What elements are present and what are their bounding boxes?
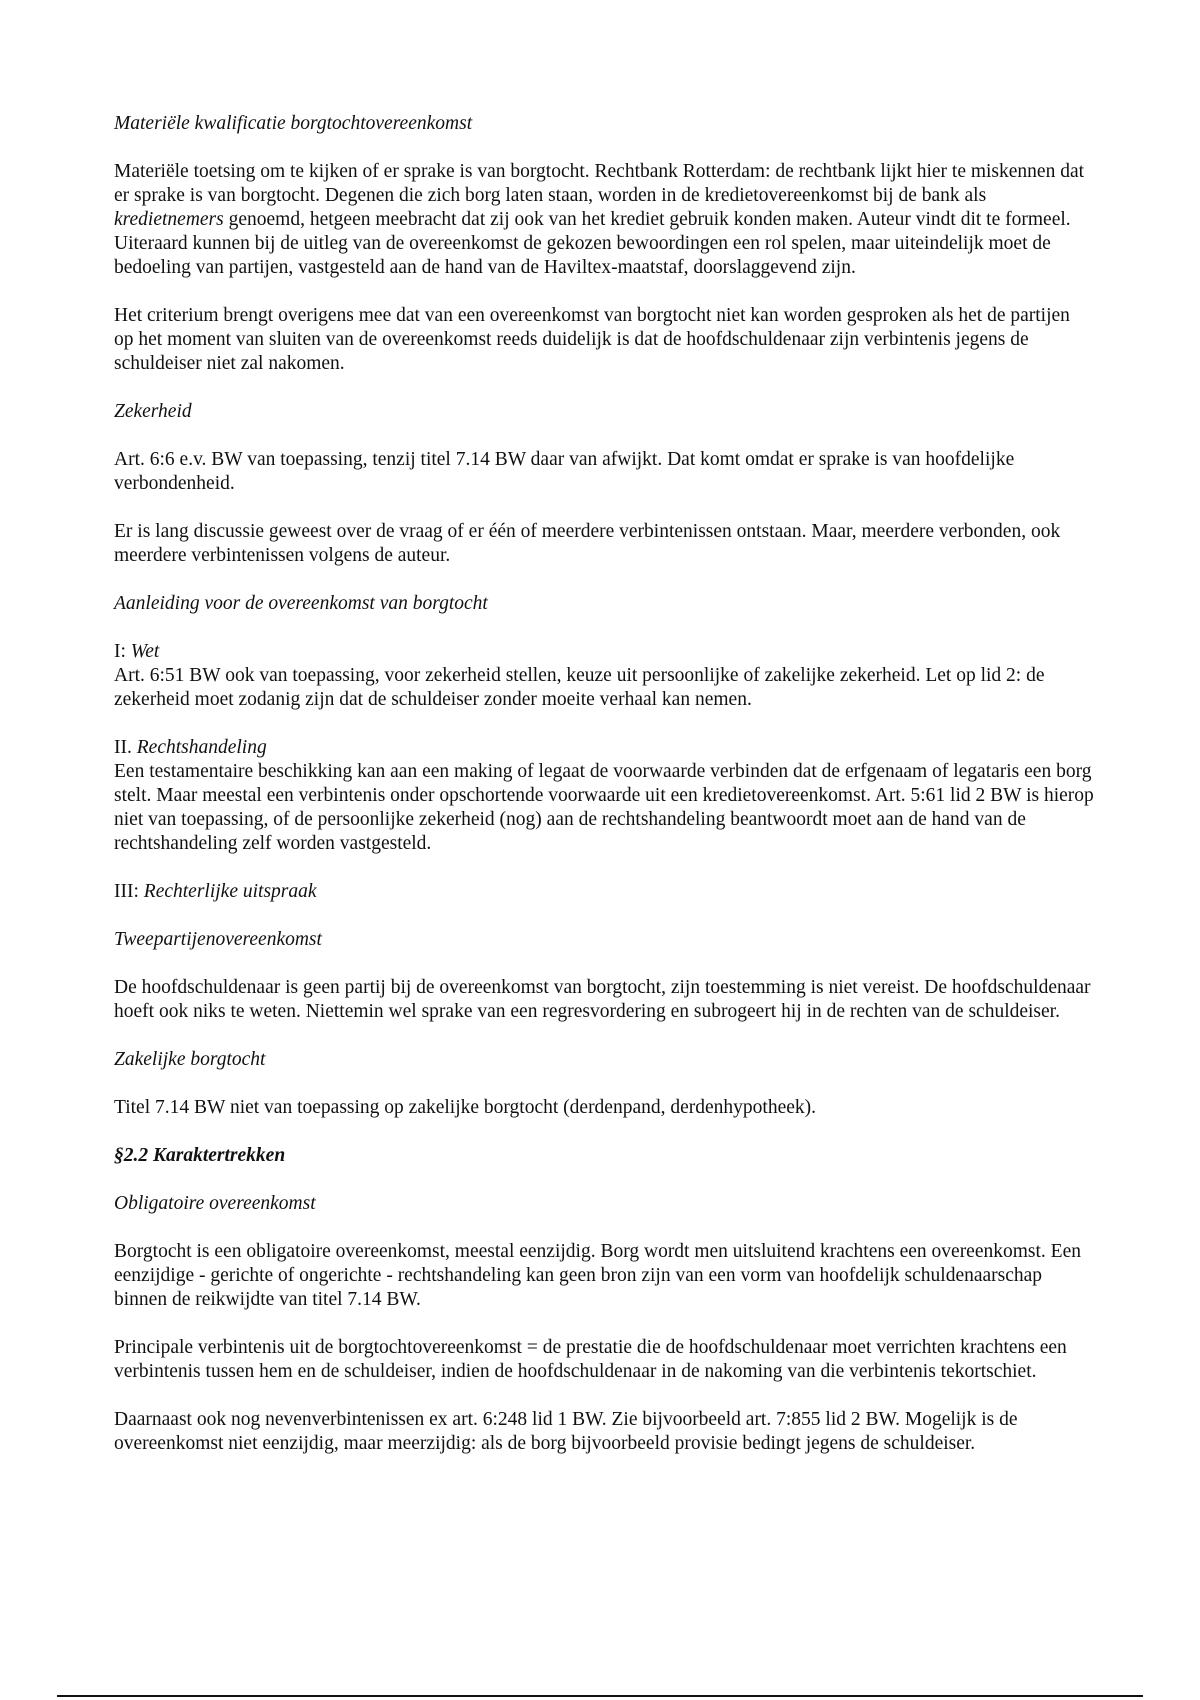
subheading-label: Rechtshandeling — [136, 737, 267, 758]
section-heading-obligatoire: Obligatoire overeenkomst — [114, 1193, 316, 1214]
section-heading-materiele: Materiële kwalificatie borgtochtovereenkomst — [114, 113, 473, 134]
section-heading-zekerheid: Zekerheid — [114, 401, 192, 422]
numeral: II. — [114, 737, 137, 758]
numeral: III: — [114, 881, 144, 902]
section-heading-zakelijke: Zakelijke borgtocht — [114, 1049, 266, 1070]
subheading-label: Wet — [130, 641, 160, 662]
text-run: genoemd, hetgeen meebracht dat zij ook van het krediet gebruik konden maken. Auteur vindt dit te formeel. Uiteraard kunnen bij de uitleg van de overeenkomst de gekozen bewoordingen een rol spelen, maar uiteindelijk moet de bedoeling van partijen, vastgesteld aan de hand van de Haviltex-maatstaf, doorslaggevend zijn. — [114, 209, 1071, 278]
paragraph: Een testamentaire beschikking kan aan een making of legaat de voorwaarde verbinden dat de erfgenaam of legataris een borg stelt. Maar meestal een verbintenis onder opschortende voorwaarde uit een kredietovereenkomst. Art. 5:61 lid 2 BW is hierop niet van toepassing, of de persoonlijke zekerheid (nog) aan de rechtshandeling beantwoordt moet aan de hand van de rechtshandeling zelf worden vastgesteld. — [114, 761, 1094, 854]
footer-divider — [57, 1695, 1143, 1697]
section-heading-aanleiding: Aanleiding voor de overeenkomst van borgtocht — [114, 593, 488, 614]
subheading-label: Rechterlijke uitspraak — [143, 881, 317, 902]
paragraph: Het criterium brengt overigens mee dat van een overeenkomst van borgtocht niet kan worden gesproken als het de partijen op het moment van sluiten van de overeenkomst reeds duidelijk is dat de hoofdschuldenaar zijn verbintenis jegens de schuldeiser niet zal nakomen. — [114, 305, 1070, 374]
subheading-rechtshandeling — [114, 736, 1094, 760]
paragraph: Art. 6:6 e.v. BW van toepassing, tenzij titel 7.14 BW daar van afwijkt. Dat komt omdat er sprake is van hoofdelijke verbondenheid. — [114, 449, 1015, 494]
subheading-rechterlijke-uitspraak — [114, 880, 1094, 904]
subheading-wet — [114, 640, 1094, 664]
paragraph: De hoofdschuldenaar is geen partij bij de overeenkomst van borgtocht, zijn toestemming is niet vereist. De hoofdschuldenaar hoeft ook niks te weten. Niettemin wel sprake van een regresvordering en subrogeert hij in de rechten van de schuldeiser. — [114, 977, 1091, 1022]
paragraph — [114, 160, 1094, 280]
section-heading-tweepartijen: Tweepartijenovereenkomst — [114, 929, 322, 950]
paragraph: Art. 6:51 BW ook van toepassing, voor zekerheid stellen, keuze uit persoonlijke of zakelijke zekerheid. Let op lid 2: de zekerheid moet zodanig zijn dat de schuldeiser zonder moeite verhaal kan nemen. — [114, 665, 1045, 710]
paragraph: Titel 7.14 BW niet van toepassing op zakelijke borgtocht (derdenpand, derdenhypotheek). — [114, 1097, 817, 1118]
paragraph: Borgtocht is een obligatoire overeenkomst, meestal eenzijdig. Borg wordt men uitsluitend krachtens een overeenkomst. Een eenzijdige - gerichte of ongerichte - rechtshandeling kan geen bron zijn van een vorm van hoofdelijk schuldenaarschap binnen de reikwijdte van titel 7.14 BW. — [114, 1241, 1081, 1310]
paragraph: Daarnaast ook nog nevenverbintenissen ex art. 6:248 lid 1 BW. Zie bijvoorbeeld art. 7:855 lid 2 BW. Mogelijk is de overeenkomst niet eenzijdig, maar meerzijdig: als de borg bijvoorbeeld provisie bedingt jegens de schuldeiser. — [114, 1409, 1018, 1454]
paragraph: Principale verbintenis uit de borgtochtovereenkomst = de prestatie die de hoofdschuldenaar moet verrichten krachtens een verbintenis tussen hem en de schuldeiser, indien de hoofdschuldenaar in de nakoming van die verbintenis tekortschiet. — [114, 1337, 1067, 1382]
text-run: Materiële toetsing om te kijken of er sprake is van borgtocht. Rechtbank Rotterdam: de rechtbank lijkt hier te miskennen dat er sprake is van borgtocht. Degenen die zich borg laten staan, worden in de kredietovereenkomst bij de bank als — [114, 161, 1085, 206]
paragraph: Er is lang discussie geweest over de vraag of er één of meerdere verbintenissen ontstaan. Maar, meerdere verbonden, ook meerdere verbintenissen volgens de auteur. — [114, 521, 1061, 566]
emphasis: kredietnemers — [114, 209, 224, 230]
numeral: I: — [114, 641, 131, 662]
document-body — [114, 112, 1094, 1480]
section-heading-karaktertrekken: §2.2 Karaktertrekken — [114, 1145, 286, 1166]
